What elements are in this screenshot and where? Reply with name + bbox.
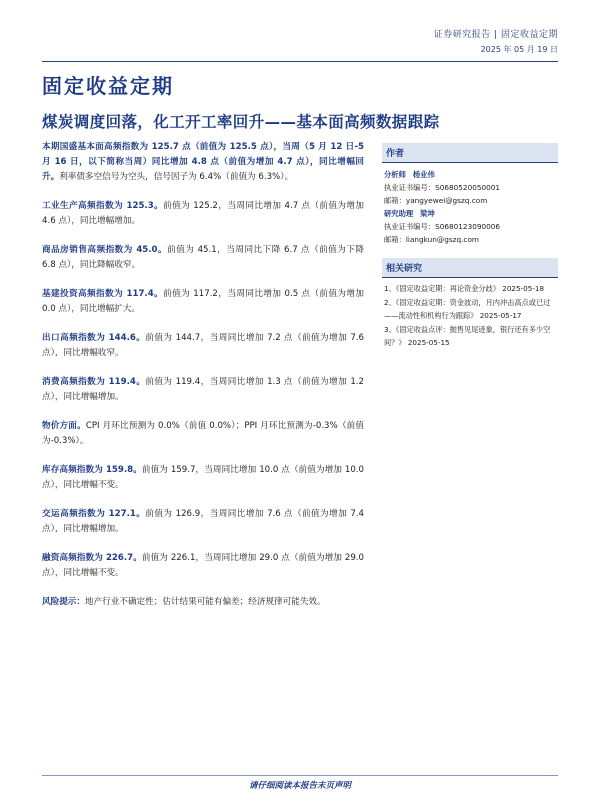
summary-paragraph: 本期国盛基本面高频指数为 125.7 点（前值为 125.5 点），当周（5 月 12 日-5 月 16 日，以下简称当周）同比增加 4.8 点（前值为增加 4.7 点），同比增幅回升。利率债多空信号为空头，信号因子为 6.4%（前值为 6.3%）。 (42, 142, 364, 182)
summary-column (42, 140, 364, 624)
report-type: 证券研究报告 | 固定收益定期 (433, 30, 558, 40)
transport-paragraph: 交运高频指数为 127.1。前值为 126.9，当周同比增加 7.6 点（前值为增加 7.4 点），同比增幅增加。 (42, 509, 364, 534)
risk-paragraph: 风险提示：地产行业不确定性；估计结果可能有偏差；经济规律可能失效。 (42, 597, 326, 607)
assistant-email[interactable]: 邮箱：liangkun@gszq.com (384, 235, 480, 244)
financing-paragraph: 融资高频指数为 226.7。前值为 226.1，当周同比增加 29.0 点（前值为增加 29.0 点），同比增幅不变。 (42, 553, 364, 578)
related-item[interactable]: 2、《固定收益定期：资金波动，月内冲击高点或已过——流动性和机构行为跟踪》 2025-05-17 (384, 298, 551, 320)
authors-heading: 作者 (382, 143, 558, 163)
footer-rule (42, 775, 558, 776)
infrastructure-paragraph: 基建投资高频指数为 117.4。前值为 117.2，当周同比增加 0.5 点（前值为增加 0.0 点），同比增幅扩大。 (42, 289, 364, 314)
analyst-email[interactable]: 邮箱：yangyewei@gszq.com (384, 196, 488, 205)
related-item[interactable]: 1、《固定收益定期：再论资金分歧》 2025-05-18 (384, 284, 545, 293)
header-rule (42, 61, 558, 62)
section-title: 固定收益定期 (42, 74, 174, 98)
consumption-paragraph: 消费高频指数为 119.4。前值为 119.4，当周同比增加 1.3 点（前值为增加 1.2 点），同比增幅增加。 (42, 377, 364, 402)
related-heading: 相关研究 (382, 258, 558, 278)
assistant-card: 研究助理 梁坤 执业证书编号：S0680123090006 邮箱：liangkun@gszq.com (382, 207, 558, 246)
inventory-paragraph: 库存高频指数为 159.8。前值为 159.7，当周同比增加 10.0 点（前值为增加 10.0 点），同比增幅不变。 (42, 465, 364, 490)
industrial-paragraph: 工业生产高频指数为 125.3。前值为 125.2，当周同比增加 4.7 点（前值为增加 4.6 点），同比增幅增加。 (42, 201, 364, 226)
sidebar (382, 143, 558, 350)
analyst-card: 分析师 杨业伟 执业证书编号：S0680520050001 邮箱：yangyewei@gszq.com (382, 168, 558, 207)
related-item[interactable]: 3、《固定收益点评：抛售见尾迹象，银行还有多少空间？》 2025-05-15 (384, 325, 551, 347)
price-paragraph: 物价方面。CPI 月环比预测为 0.0%（前值 0.0%）；PPI 月环比预测为-0.3%（前值为-0.3%）。 (42, 421, 364, 446)
footer-disclaimer: 请仔细阅读本报告末页声明 (248, 781, 351, 791)
report-title: 煤炭调度回落，化工开工率回升——基本面高频数据跟踪 (42, 113, 440, 131)
report-header (434, 0, 558, 55)
report-date: 2025 年 05 月 19 日 (480, 45, 558, 54)
export-paragraph: 出口高频指数为 144.6。前值为 144.7，当周同比增加 7.2 点（前值为增加 7.6 点），同比增幅收窄。 (42, 333, 364, 358)
related-list (382, 282, 558, 349)
housing-paragraph: 商品房销售高频指数为 45.0。前值为 45.1，当周同比下降 6.7 点（前值为下降 6.8 点），同比降幅收窄。 (42, 245, 365, 270)
